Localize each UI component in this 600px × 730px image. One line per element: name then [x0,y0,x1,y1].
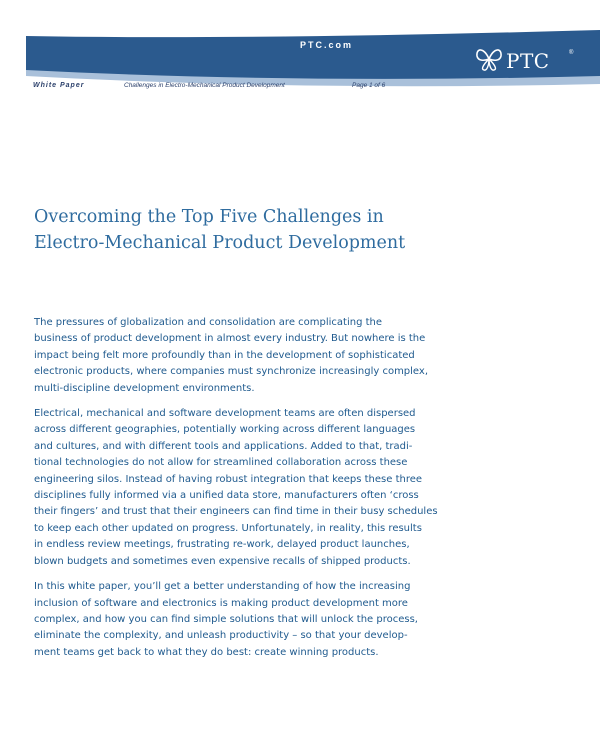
running-header [0,82,600,94]
text-line: to keep each other updated on progress. Unfortunately, in reality, this results [34,522,422,534]
ptc-logo [474,43,584,79]
doc-running-title: Challenges in Electro-Mechanical Product Development [124,82,285,89]
text-line: their fingers’ and trust that their engineers can find time in their busy schedules [34,506,438,518]
site-url: PTC.com [300,40,354,50]
text-line: across different geographies, potentially working across different languages [34,424,416,436]
title-line: Overcoming the Top Five Challenges in [34,207,384,227]
text-line: inclusion of software and electronics is making product development more [34,597,408,609]
text-line: eliminate the complexity, and unleash productivity – so that your develop- [34,630,408,642]
text-line: disciplines fully informed via a unified data store, manufacturers often ‘cross [34,490,419,502]
text-line: ment teams get back to what they do best: create winning products. [34,646,379,658]
page-indicator: Page 1 of 6 [352,82,386,89]
text-line: and cultures, and with different tools and applications. Added to that, tradi- [34,440,413,452]
logo-trademark: ® [569,50,574,56]
butterfly-icon [474,45,504,73]
text-line: In this white paper, you’ll get a better understanding of how the increasing [34,581,411,593]
text-line: blown budgets and sometimes even expensive recalls of shipped products. [34,555,411,567]
document-title [34,204,574,256]
text-line: The pressures of globalization and consolidation are complicating the [34,317,383,328]
paragraph-teams [34,406,579,570]
text-line: multi-discipline development environments. [34,382,255,394]
text-line: complex, and how you can find simple solutions that will unlock the process, [34,613,418,625]
doc-type-label: White Paper [33,82,85,89]
title-line: Electro-Mechanical Product Development [34,233,406,253]
logo-text: PTC [506,49,550,73]
text-line: engineering silos. Instead of having robust integration that keeps these three [34,473,423,485]
text-line: Electrical, mechanical and software development teams are often dispersed [34,408,416,420]
text-line: tional technologies do not allow for streamlined collaboration across these [34,457,408,469]
text-line: in endless review meetings, frustrating re-work, delayed product launches, [34,539,410,551]
text-line: impact being felt more profoundly than in the development of sophisticated [34,349,415,361]
text-line: electronic products, where companies must synchronize increasingly complex, [34,366,429,378]
document-body [34,315,579,670]
paragraph-summary [34,579,579,661]
text-line: business of product development in almost every industry. But nowhere is the [34,333,426,345]
paragraph-intro [34,315,579,397]
